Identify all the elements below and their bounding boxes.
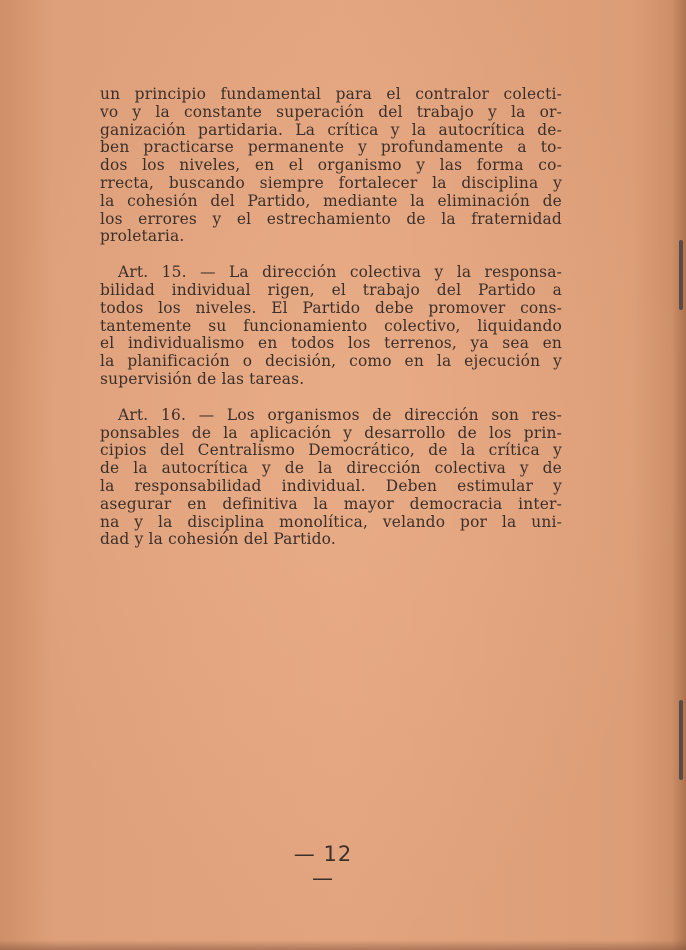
text-line: proletaria.: [100, 227, 185, 246]
page-edge-shadow: [672, 0, 686, 950]
text-line: los errores y el estrechamiento de la fraternidad: [100, 209, 562, 228]
text-line: ben practicarse permanente y profundamente a to-: [100, 138, 562, 157]
text-line: tantemente su funcionamiento colectivo, liquidando: [100, 316, 562, 335]
paragraph-article-15: [100, 264, 562, 389]
text-line: todos los niveles. El Partido debe promover cons-: [100, 298, 562, 317]
text-line: bilidad individual rigen, el trabajo del Partido a: [100, 280, 562, 299]
text-line: rrecta, buscando siempre fortalecer la disciplina y: [100, 173, 562, 192]
text-line: supervisión de las tareas.: [100, 369, 305, 388]
text-line: asegurar en definitiva la mayor democracia inter-: [100, 494, 562, 513]
text-line: Art. 15. — La dirección colectiva y la responsa-: [118, 263, 562, 282]
binding-staple-bottom: [679, 700, 683, 780]
text-line: vo y la constante superación del trabajo y la or-: [100, 102, 562, 121]
text-line: un principio fundamental para el contralor colecti-: [100, 85, 562, 103]
text-line: Art. 16. — Los organismos de dirección son res-: [118, 405, 562, 424]
text-line: la cohesión del Partido, mediante la eliminación de: [100, 191, 562, 210]
paragraph-continuation: [100, 86, 562, 246]
binding-staple-top: [679, 240, 683, 310]
text-line: dad y la cohesión del Partido.: [100, 530, 336, 549]
page-bottom-shadow: [0, 940, 686, 950]
paragraph-article-16: [100, 407, 562, 549]
text-line: la planificación o decisión, como en la ejecución y: [100, 352, 562, 371]
text-line: dos los niveles, en el organismo y las forma co-: [100, 156, 562, 175]
text-line: de la autocrítica y de la dirección colectiva y de: [100, 459, 562, 478]
text-line: la responsabilidad individual. Deben estimular y: [100, 476, 562, 495]
text-line: cipios del Centralismo Democrático, de la crítica y: [100, 441, 562, 460]
text-line: na y la disciplina monolítica, velando por la uni-: [100, 512, 562, 531]
page-number: — 12 —: [293, 842, 353, 890]
text-line: el individualismo en todos los terrenos, ya sea en: [100, 334, 562, 353]
text-line: ganización partidaria. La crítica y la autocrítica de-: [100, 120, 562, 139]
text-line: ponsables de la aplicación y desarrollo de los prin-: [100, 423, 562, 442]
body-text: [100, 86, 562, 567]
